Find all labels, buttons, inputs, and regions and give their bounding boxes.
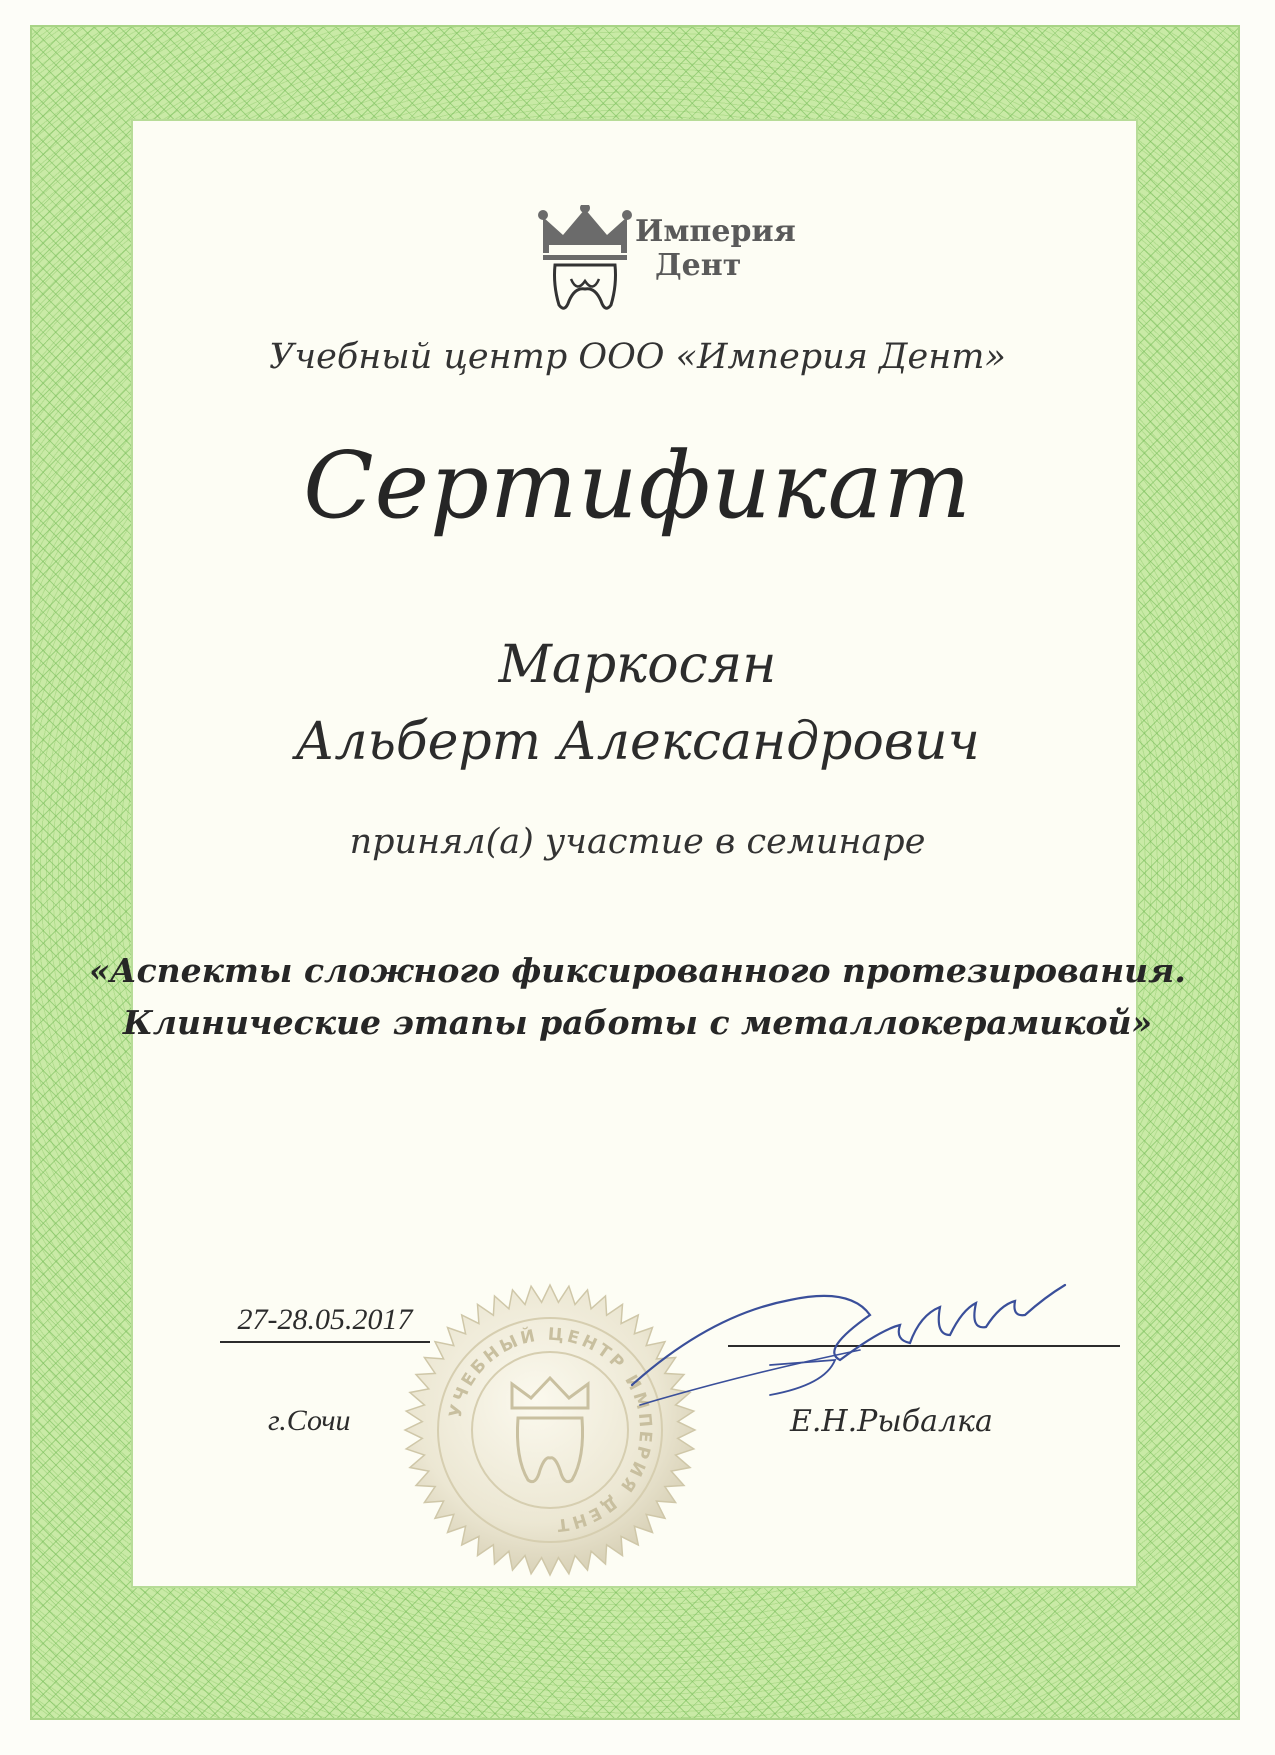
crown-tooth-icon <box>535 205 635 315</box>
seminar-date: 27-28.05.2017 <box>220 1303 430 1343</box>
logo-line-1: Империя <box>635 214 796 249</box>
certificate-title: Сертификат <box>303 432 972 539</box>
recipient-surname: Маркосян <box>498 635 777 695</box>
seminar-title-line-1: «Аспекты сложного фиксированного протезирования. <box>89 951 1186 990</box>
logo-wordmark <box>635 215 796 283</box>
logo-line-2: Дент <box>655 248 742 283</box>
handwritten-signature <box>620 1255 1080 1425</box>
seal-text: УЧЕБНЫЙ ЦЕНТР ИМПЕРИЯ ДЕНТ <box>445 1324 656 1536</box>
company-logo <box>535 205 795 315</box>
seminar-city: г.Сочи <box>268 1404 351 1437</box>
signer-name: Е.Н.Рыбалка <box>790 1404 993 1439</box>
recipient-given-names: Альберт Александрович <box>295 712 980 772</box>
seminar-title-line-2: Клинические этапы работы с металлокерамикой» <box>122 1003 1153 1042</box>
participation-text: принял(а) участие в семинаре <box>349 822 926 862</box>
organization-name: Учебный центр ООО «Империя Дент» <box>269 337 1006 377</box>
